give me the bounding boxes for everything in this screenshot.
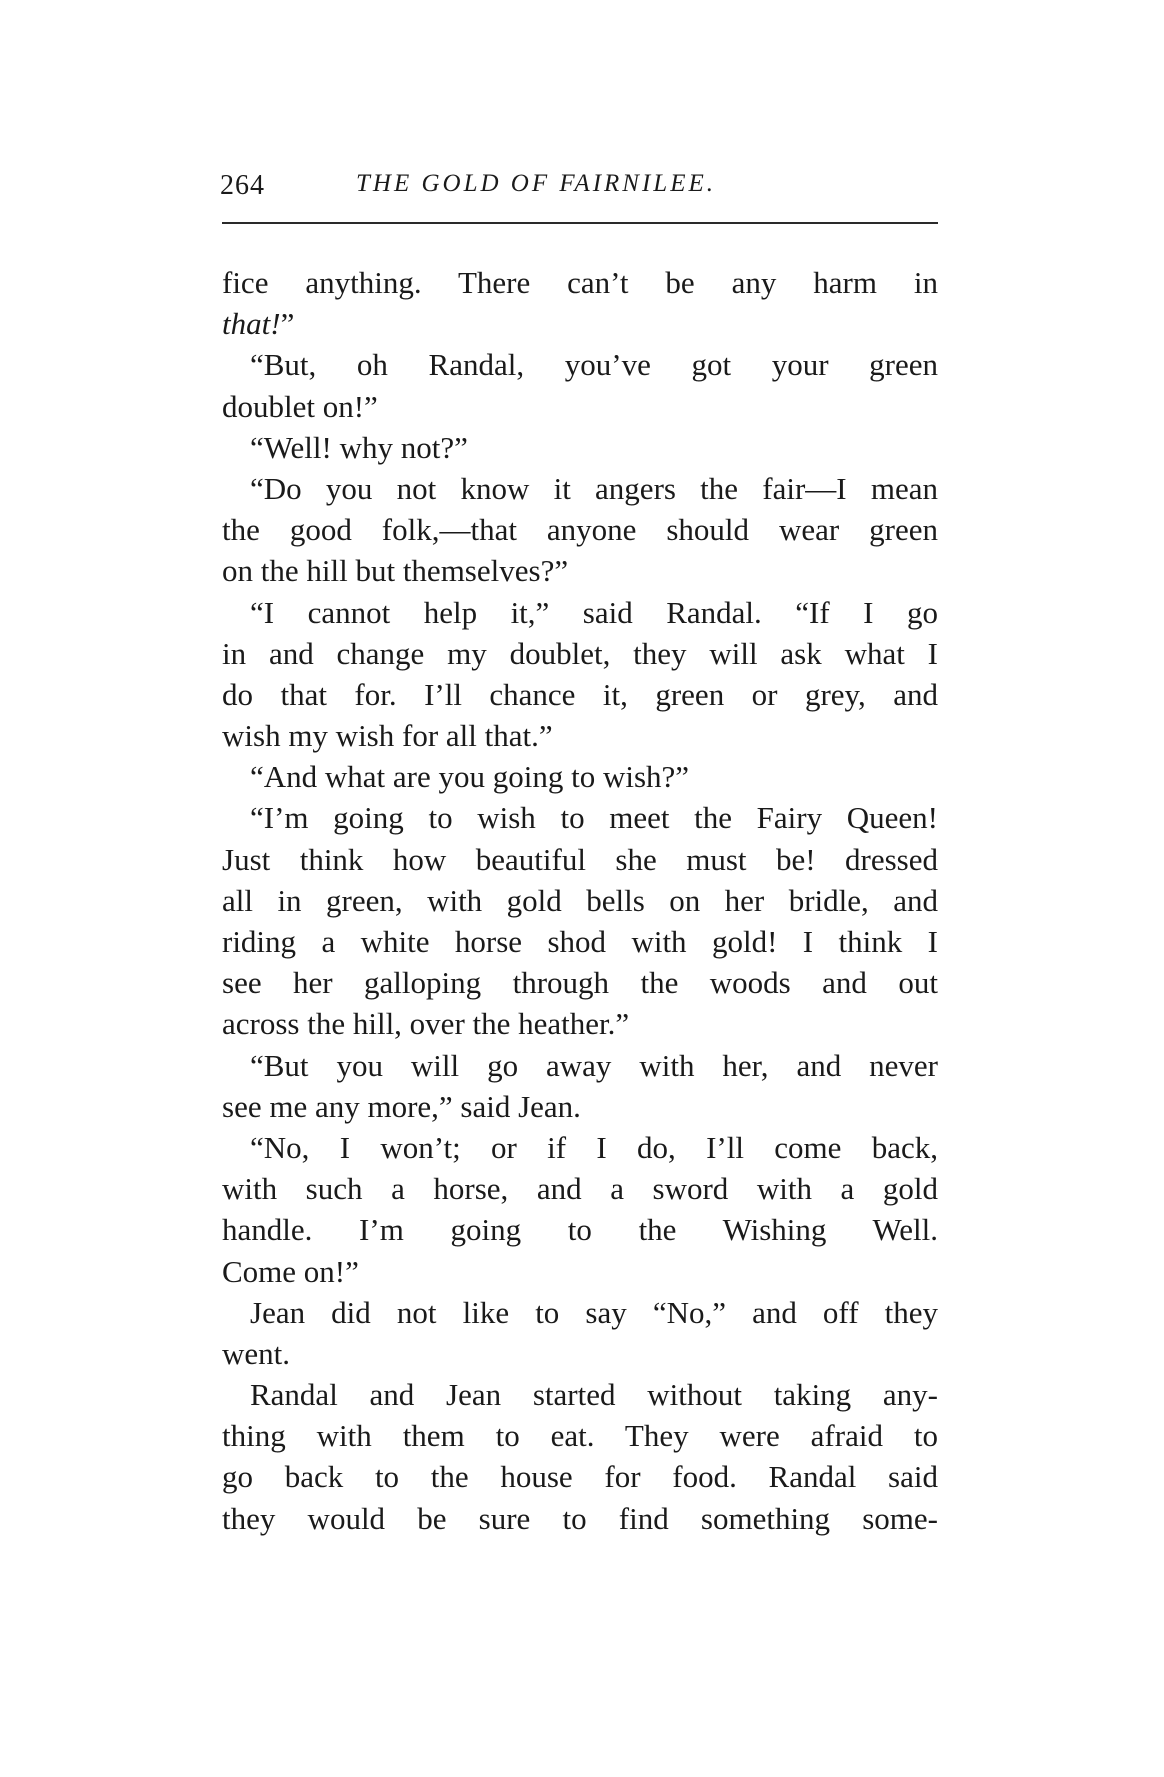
text-line: Come on!” xyxy=(222,1253,359,1289)
text-line: do that for. I’ll chance it, green or grey, and xyxy=(222,676,938,712)
text-line: went. xyxy=(222,1335,291,1371)
running-title: THE GOLD OF FAIRNILEE. xyxy=(356,170,716,197)
text-line: all in green, with gold bells on her bridle, and xyxy=(222,882,938,918)
text-line: Jean did not like to say “No,” and off they xyxy=(250,1294,938,1330)
header-rule xyxy=(222,222,938,224)
text-line: that!” xyxy=(222,306,295,342)
text-line: wish my wish for all that.” xyxy=(222,718,553,754)
text-line: go back to the house for food. Randal said xyxy=(222,1459,938,1495)
text-line: across the hill, over the heather.” xyxy=(222,1006,630,1042)
text-line: “I cannot help it,” said Randal. “If I go xyxy=(250,594,938,630)
text-line: “And what are you going to wish?” xyxy=(250,759,690,795)
text-line: riding a white horse shod with gold! I think I xyxy=(222,924,938,959)
text-line: “Do you not know it angers the fair—I mean xyxy=(250,470,938,506)
body-text xyxy=(222,262,938,1539)
text-line: the good folk,—that anyone should wear green xyxy=(222,512,938,548)
text-line: with such a horse, and a sword with a gold xyxy=(222,1171,938,1207)
text-line: “I’m going to wish to meet the Fairy Queen! xyxy=(250,800,938,836)
text-line: “But you will go away with her, and never xyxy=(250,1047,938,1083)
text-line: fice anything. There can’t be any harm in xyxy=(222,265,938,300)
text-line: see me any more,” said Jean. xyxy=(222,1088,581,1124)
page-number: 264 xyxy=(220,170,265,201)
text-line: Randal and Jean started without taking any- xyxy=(250,1377,938,1413)
text-line: “But, oh Randal, you’ve got your green xyxy=(250,347,938,383)
text-line: doublet on!” xyxy=(222,388,378,424)
text-line: thing with them to eat. They were afraid to xyxy=(222,1418,938,1454)
text-line: handle. I’m going to the Wishing Well. xyxy=(222,1212,938,1248)
text-line: Just think how beautiful she must be! dressed xyxy=(222,841,938,877)
running-head xyxy=(220,170,940,210)
text-line: see her galloping through the woods and out xyxy=(222,965,938,1001)
text-line: in and change my doublet, they will ask what I xyxy=(222,635,938,671)
text-line: “No, I won’t; or if I do, I’ll come back, xyxy=(250,1129,938,1165)
text-line: “Well! why not?” xyxy=(250,429,468,465)
text-line: they would be sure to find something some- xyxy=(222,1500,938,1536)
text-line: on the hill but themselves?” xyxy=(222,553,569,589)
